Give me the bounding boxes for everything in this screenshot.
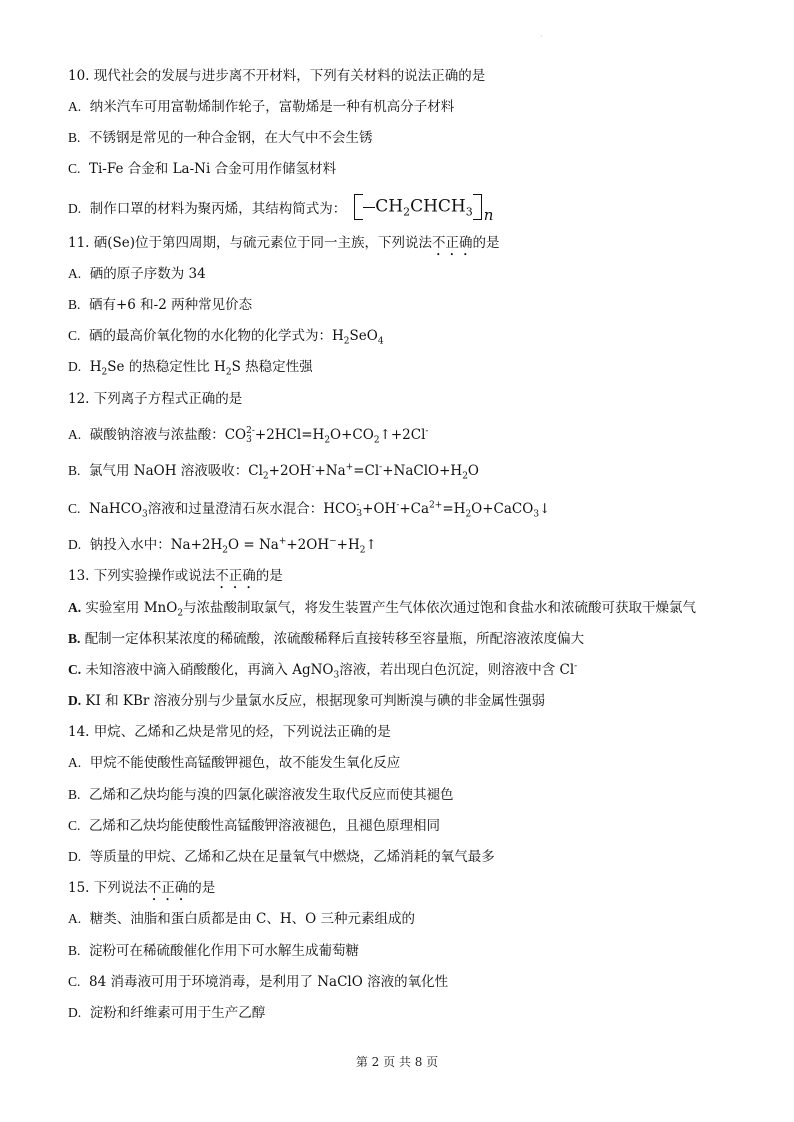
question-12-stem [68,389,754,409]
question-10-stem [68,66,754,86]
text-fragment: 2 [324,435,331,446]
text-fragment: 4 [377,336,384,347]
question-11-option-c [68,326,754,346]
question-11-option-a [68,264,754,284]
text-fragment: 溶液和过量澄清石灰水混合：HCO [147,501,357,517]
text-fragment: +H [336,537,360,553]
question-12-option-d [68,535,754,555]
scan-mark: · [540,32,543,41]
question-10-option-c [68,159,754,179]
question-14-option-a [68,753,754,773]
text-fragment: - [356,499,360,510]
polypropylene-formula [350,194,497,225]
text-fragment: CH [375,196,404,217]
text-fragment: +OH [362,501,397,517]
question-15-option-a [68,909,754,929]
text-fragment: +NaClO+H [382,463,463,479]
text-fragment: 13. 下列实验操作或说法 [68,568,216,584]
text-fragment: D. [68,200,82,216]
text-fragment: 未知溶液中滴入硝酸酸化，再滴入 AgNO [85,662,334,678]
question-10-option-b [68,128,754,148]
text-fragment: ↑+2Cl [379,427,426,443]
text-fragment: 淀粉和纤维素可用于生产乙醇 [89,1005,266,1021]
text-fragment: ↓ [539,501,551,517]
text-fragment: 钠投入水中：Na+2H [89,537,223,553]
question-11-option-b [68,295,754,315]
text-fragment: D. [68,849,82,864]
text-fragment: B. [68,297,81,312]
text-fragment: 2 [222,545,228,556]
text-fragment: Ti-Fe 合金和 La-Ni 合金可用作储氢材料 [88,161,337,177]
text-fragment: 11. 硒(Se)位于第四周期，与硫元素位于同一主族，下列说法 [68,235,433,251]
text-fragment: C. [68,161,81,176]
text-fragment: 2 [101,367,108,378]
text-fragment: 3 [246,434,252,445]
text-fragment: 2 [177,608,184,619]
text-fragment: D. [68,359,82,374]
question-14-option-c [68,816,754,836]
text-fragment: 的是 [188,880,216,896]
text-fragment: ↑ [365,537,377,553]
question-15-option-b [68,941,754,961]
text-fragment: 15. 下列说法 [68,880,148,896]
text-fragment: O [467,463,479,479]
text-fragment: +Ca [399,501,430,517]
text-fragment [354,194,363,220]
text-fragment [473,194,482,220]
text-fragment: 乙烯和乙炔均能与溴的四氯化碳溶液发生取代反应而使其褪色 [88,787,454,803]
text-fragment: A. [68,427,82,442]
text-fragment: 3 [533,509,540,520]
text-fragment: - [425,426,429,437]
text-fragment: 实验室用 MnO [85,600,178,616]
text-fragment: 3 [142,509,148,520]
page-footer: 第 2 页 共 8 页 [355,1055,439,1069]
text-fragment: C. [68,818,81,833]
text-fragment: Se 的热稳定性比 H [107,359,226,375]
text-fragment: D. [68,1005,82,1020]
text-fragment [246,427,255,445]
text-fragment: B. [68,943,81,958]
text-fragment: C. [68,662,82,677]
question-10-option-d [68,194,754,225]
text-fragment: 2 [465,509,472,520]
text-fragment: 3 [356,508,363,519]
text-fragment: 配制一定体积某浓度的稀硫酸，浓硫酸稀释后直接转移至容量瓶，所配溶液浓度偏大 [84,631,585,647]
text-fragment: 2 [403,205,411,219]
text-fragment: 硒的最高价氧化物的水化物的化学式为：H [88,328,344,344]
text-fragment: +2OH [286,537,330,553]
question-13-stem [68,566,754,592]
text-fragment: O+CO [330,427,374,443]
text-fragment: - [574,661,578,672]
text-fragment: C. [68,501,81,516]
text-fragment: =Cl [353,463,380,479]
question-10-option-a [68,97,754,117]
text-fragment: 2 [262,471,269,482]
text-fragment: 甲烷不能使酸性高锰酸钾褪色，故不能发生氧化反应 [89,755,401,771]
text-fragment: B. [68,463,81,478]
text-fragment: 不正确 [215,568,256,584]
text-fragment: 碳酸钠溶液与浓盐酸：CO [89,427,247,443]
text-fragment: + [278,536,287,547]
question-12-option-c [68,499,754,519]
text-fragment: 淀粉可在稀硫酸催化作用下可水解生成葡萄糖 [88,943,359,959]
text-fragment: B. [68,787,81,802]
text-fragment: O = Na [228,537,279,553]
text-fragment: + [345,462,354,473]
text-fragment: O+CaCO [471,501,534,517]
question-15-option-d [68,1003,754,1023]
text-fragment: - [396,500,400,511]
text-fragment: =H [442,501,466,517]
text-fragment: D. [68,693,82,708]
text-fragment: 的是 [255,568,283,584]
text-fragment: 硒的原子序数为 34 [89,266,206,282]
text-fragment: A. [68,600,82,615]
text-fragment: 溶液，若出现白色沉淀，则溶液中含 Cl [339,662,575,678]
text-fragment: SeO [349,328,378,344]
question-12-option-b [68,461,754,481]
text-fragment: 14. 甲烷、乙烯和乙炔是常见的烃，下列说法正确的是 [68,724,391,740]
text-fragment: A. [68,755,82,770]
question-13-option-a [68,598,774,618]
question-11-option-d [68,357,754,377]
text-fragment: 糖类、油脂和蛋白质都是由 C、H、O 三种元素组成的 [89,911,415,927]
text-fragment: 2+ [429,500,443,511]
text-fragment: B. [68,130,81,145]
text-fragment: +2HCl=H [254,427,325,443]
text-fragment: 制作口罩的材料为聚丙烯，其结构简式为： [89,200,347,217]
question-15-option-c [68,972,754,992]
text-fragment: +2OH [268,463,312,479]
text-fragment: A. [68,266,82,281]
text-fragment: 2- [246,425,255,436]
text-fragment: C. [68,974,81,989]
text-fragment: 等质量的甲烷、乙烯和乙炔在足量氧气中燃烧，乙烯消耗的氧气最多 [89,849,495,865]
text-fragment: 10. 现代社会的发展与进步离不开材料，下列有关材料的说法正确的是 [68,68,486,84]
text-fragment: - [379,462,383,473]
text-fragment: 2 [343,336,350,347]
text-fragment: A. [68,99,82,114]
text-fragment: NaHCO [88,501,143,517]
question-15-stem [68,878,754,904]
text-fragment [363,207,375,208]
text-fragment: 2 [225,367,232,378]
text-fragment: 3 [333,670,340,681]
text-fragment: 3 [465,205,473,219]
text-fragment: D. [68,537,82,552]
question-12-option-a [68,425,754,445]
text-fragment: 不正确 [147,880,189,896]
question-13-option-d [68,691,754,711]
text-fragment: A. [68,911,82,926]
text-fragment: 2 [462,471,468,482]
text-fragment: 不正确 [432,235,473,251]
question-13-option-c [68,660,754,680]
text-fragment: 不锈钢是常见的一种合金钢，在大气中不会生锈 [88,130,373,146]
text-fragment: C. [68,328,81,343]
question-11-stem [68,233,754,259]
text-fragment: 硒有+6 和-2 两种常见价态 [88,297,253,313]
text-fragment: 的是 [472,235,500,251]
text-fragment: 84 消毒液可用于环境消毒，是利用了 NaClO 溶液的氧化性 [88,974,449,990]
text-fragment: 12. 下列离子方程式正确的是 [68,391,243,407]
question-14-option-b [68,785,754,805]
text-fragment: +Na [314,463,346,479]
text-fragment: 2 [359,545,366,556]
text-fragment: 纳米汽车可用富勒烯制作轮子，富勒烯是一种有机高分子材料 [89,99,455,115]
text-fragment: S 热稳定性强 [231,359,313,375]
text-fragment: CHCH [410,196,466,217]
text-fragment: KI 和 KBr 溶液分别与少量氯水反应，根据现象可判断溴与碘的非金属性强弱 [85,693,546,709]
text-fragment: - [311,462,315,473]
text-fragment: 2 [373,435,380,446]
text-fragment: n [483,205,494,224]
question-14-option-d [68,847,754,867]
text-fragment: 与浓盐酸制取氯气，将发生装置产生气体依次通过饱和食盐水和浓硫酸可获取干燥氯气 [183,600,697,616]
text-fragment: H [89,359,102,375]
question-13-option-b [68,629,754,649]
question-14-stem [68,722,754,742]
text-fragment: − [329,536,337,547]
text-fragment: 乙烯和乙炔均能使酸性高锰酸钾溶液褪色，且褪色原理相同 [88,818,440,834]
text-fragment: 氯气用 NaOH 溶液吸收：Cl [88,463,263,479]
text-fragment: B. [68,631,81,646]
